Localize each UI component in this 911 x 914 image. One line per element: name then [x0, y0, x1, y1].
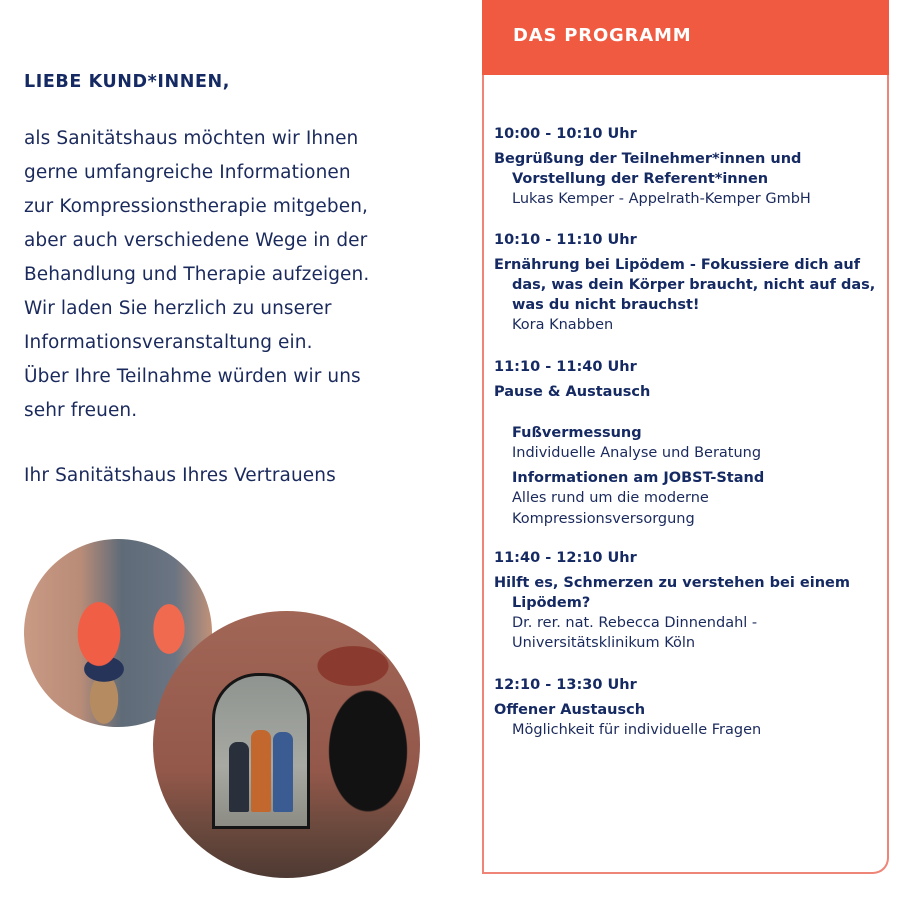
sub-item-desc: Alles rund um die moderne — [512, 490, 709, 506]
session-time: 11:40 - 12:10 Uhr — [494, 550, 637, 566]
intro-line: Wir laden Sie herzlich zu unserer — [24, 298, 332, 319]
intro-text — [24, 122, 464, 428]
session-speaker: Kora Knabben — [512, 317, 614, 333]
intro-line: Behandlung und Therapie aufzeigen. — [24, 264, 370, 285]
photo-women-in-mirror — [153, 611, 420, 878]
intro-line: aber auch verschiedene Wege in der — [24, 230, 368, 251]
session-title: das, was dein Körper braucht, nicht auf das, — [512, 277, 876, 293]
intro-line: Informationsveranstaltung ein. — [24, 332, 313, 353]
session-title: Pause & Austausch — [494, 384, 651, 400]
intro-line: als Sanitätshaus möchten wir Ihnen — [24, 128, 359, 149]
intro-line: gerne umfangreiche Informationen — [24, 162, 351, 183]
session-title: Ernährung bei Lipödem - Fokussiere dich auf — [494, 257, 861, 273]
session-title: Offener Austausch — [494, 702, 646, 718]
program-box — [482, 75, 889, 874]
session-time: 10:10 - 11:10 Uhr — [494, 232, 637, 248]
sub-item-title: Fußvermessung — [512, 425, 642, 441]
sub-item-title: Informationen am JOBST-Stand — [512, 470, 765, 486]
intro-line: sehr freuen. — [24, 400, 138, 421]
sub-item — [494, 468, 884, 530]
sub-item-desc: Individuelle Analyse und Beratung — [512, 445, 762, 461]
session-speaker: Universitätsklinikum Köln — [512, 635, 696, 651]
sub-item-desc: Kompressionsversorgung — [512, 511, 695, 527]
figure — [273, 732, 293, 812]
session-speaker: Dr. rer. nat. Rebecca Dinnendahl - — [512, 615, 758, 631]
session-title: was du nicht brauchst! — [512, 297, 700, 313]
session-time: 10:00 - 10:10 Uhr — [494, 126, 637, 142]
session-speaker: Möglichkeit für individuelle Fragen — [512, 722, 762, 738]
signoff: Ihr Sanitätshaus Ihres Vertrauens — [24, 465, 336, 486]
intro-line: Über Ihre Teilnahme würden wir uns — [24, 366, 361, 387]
session-time: 11:10 - 11:40 Uhr — [494, 359, 637, 375]
program-title: DAS PROGRAMM — [513, 25, 692, 46]
session — [494, 549, 884, 653]
session — [494, 676, 884, 740]
session — [494, 358, 884, 534]
session-title: Begrüßung der Teilnehmer*innen und — [494, 151, 802, 167]
session-title: Lipödem? — [512, 595, 591, 611]
program-panel — [482, 0, 888, 875]
greeting-heading: LIEBE KUND*INNEN, — [24, 72, 231, 92]
figure — [251, 730, 271, 812]
session-title: Vorstellung der Referent*innen — [512, 171, 769, 187]
session-title: Hilft es, Schmerzen zu verstehen bei einem — [494, 575, 850, 591]
session — [494, 125, 884, 209]
session-time: 12:10 - 13:30 Uhr — [494, 677, 637, 693]
program-header — [482, 0, 889, 75]
session — [494, 231, 884, 335]
sub-item — [494, 423, 884, 464]
session-speaker: Lukas Kemper - Appelrath-Kemper GmbH — [512, 191, 811, 207]
intro-line: zur Kompressionstherapie mitgeben, — [24, 196, 369, 217]
mirror-frame — [212, 673, 310, 829]
figure — [229, 742, 249, 812]
